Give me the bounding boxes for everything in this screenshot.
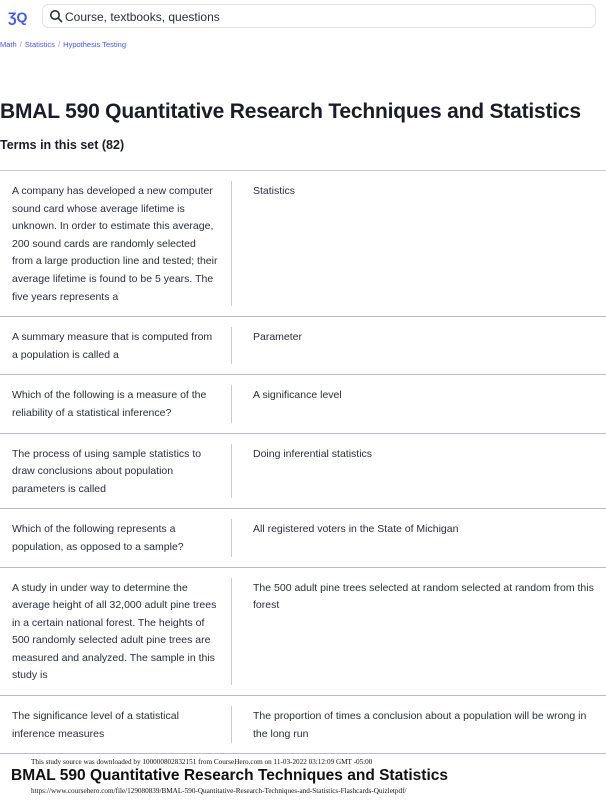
terms-heading: Terms in this set (82) [0, 138, 125, 152]
search-input[interactable] [65, 8, 585, 26]
term-row[interactable] [0, 696, 606, 754]
download-notice: This study source was downloaded by 100000802832151 from CourseHero.com on 11-03-2022 03:12:09 GMT -05:00 [31, 758, 373, 766]
term-text: Which of the following represents a population, as opposed to a sample? [0, 519, 232, 556]
term-text: The significance level of a statistical inference measures [0, 706, 232, 743]
definition-text: Parameter [253, 331, 303, 344]
definition-text: All registered voters in the State of Michigan [253, 523, 459, 536]
definition-text: Statistics [253, 185, 296, 197]
breadcrumb-hypothesis-testing[interactable]: Hypothesis Testing [63, 39, 126, 49]
breadcrumb-separator: / [19, 39, 22, 49]
breadcrumb-math[interactable]: Math [0, 39, 17, 49]
quizlet-logo-icon[interactable] [8, 8, 34, 26]
definition-text: Doing inferential statistics [253, 447, 373, 460]
term-text: The process of using sample statistics to draw conclusions about population parameters is called [0, 444, 232, 499]
svg-text:ƷQ: ƷQ [8, 9, 28, 25]
term-row[interactable] [0, 375, 606, 433]
breadcrumb-statistics[interactable]: Statistics [24, 39, 55, 49]
footer-url[interactable]: https://www.coursehero.com/file/129080839/BMAL-590-Quantitative-Research-Techniques-and-Statistics-Flashcards-Quizletpdf/ [31, 787, 407, 795]
term-text: A company has developed a new computer sound card whose average lifetime is unknown. In order to estimate this average, 200 sound cards are randomly selected from a large production line and tested; their average lifetime is found to be 5 years. The five years represents a [0, 181, 232, 306]
term-row[interactable] [0, 434, 606, 510]
breadcrumb [0, 38, 126, 50]
term-row[interactable] [0, 509, 606, 567]
term-row[interactable] [0, 568, 606, 697]
page-title: BMAL 590 Quantitative Research Techniques and Statistics [0, 100, 581, 123]
term-text: Which of the following is a measure of the reliability of a statistical inference? [0, 385, 232, 422]
term-text: A summary measure that is computed from a population is called a [0, 327, 232, 364]
breadcrumb-separator: / [57, 39, 61, 49]
definition-text: The proportion of times a conclusion about a population will be wrong in the long run [253, 710, 587, 740]
term-row[interactable] [0, 171, 606, 317]
term-text: A study in under way to determine the average height of all 32,000 adult pine trees in a certain national forest. The heights of 500 randomly selected adult pine trees are measured and analyzed. The sample in this study is [0, 578, 232, 686]
top-bar [0, 0, 606, 34]
definition-text: A significance level [253, 389, 342, 402]
search-icon [49, 9, 63, 23]
definition-text: The 500 adult pine trees selected at random selected at random from this forest [253, 581, 594, 612]
terms-list [0, 170, 606, 754]
term-row[interactable] [0, 317, 606, 375]
search-bar[interactable] [42, 4, 596, 28]
footer-title: BMAL 590 Quantitative Research Techniques and Statistics [11, 767, 449, 784]
